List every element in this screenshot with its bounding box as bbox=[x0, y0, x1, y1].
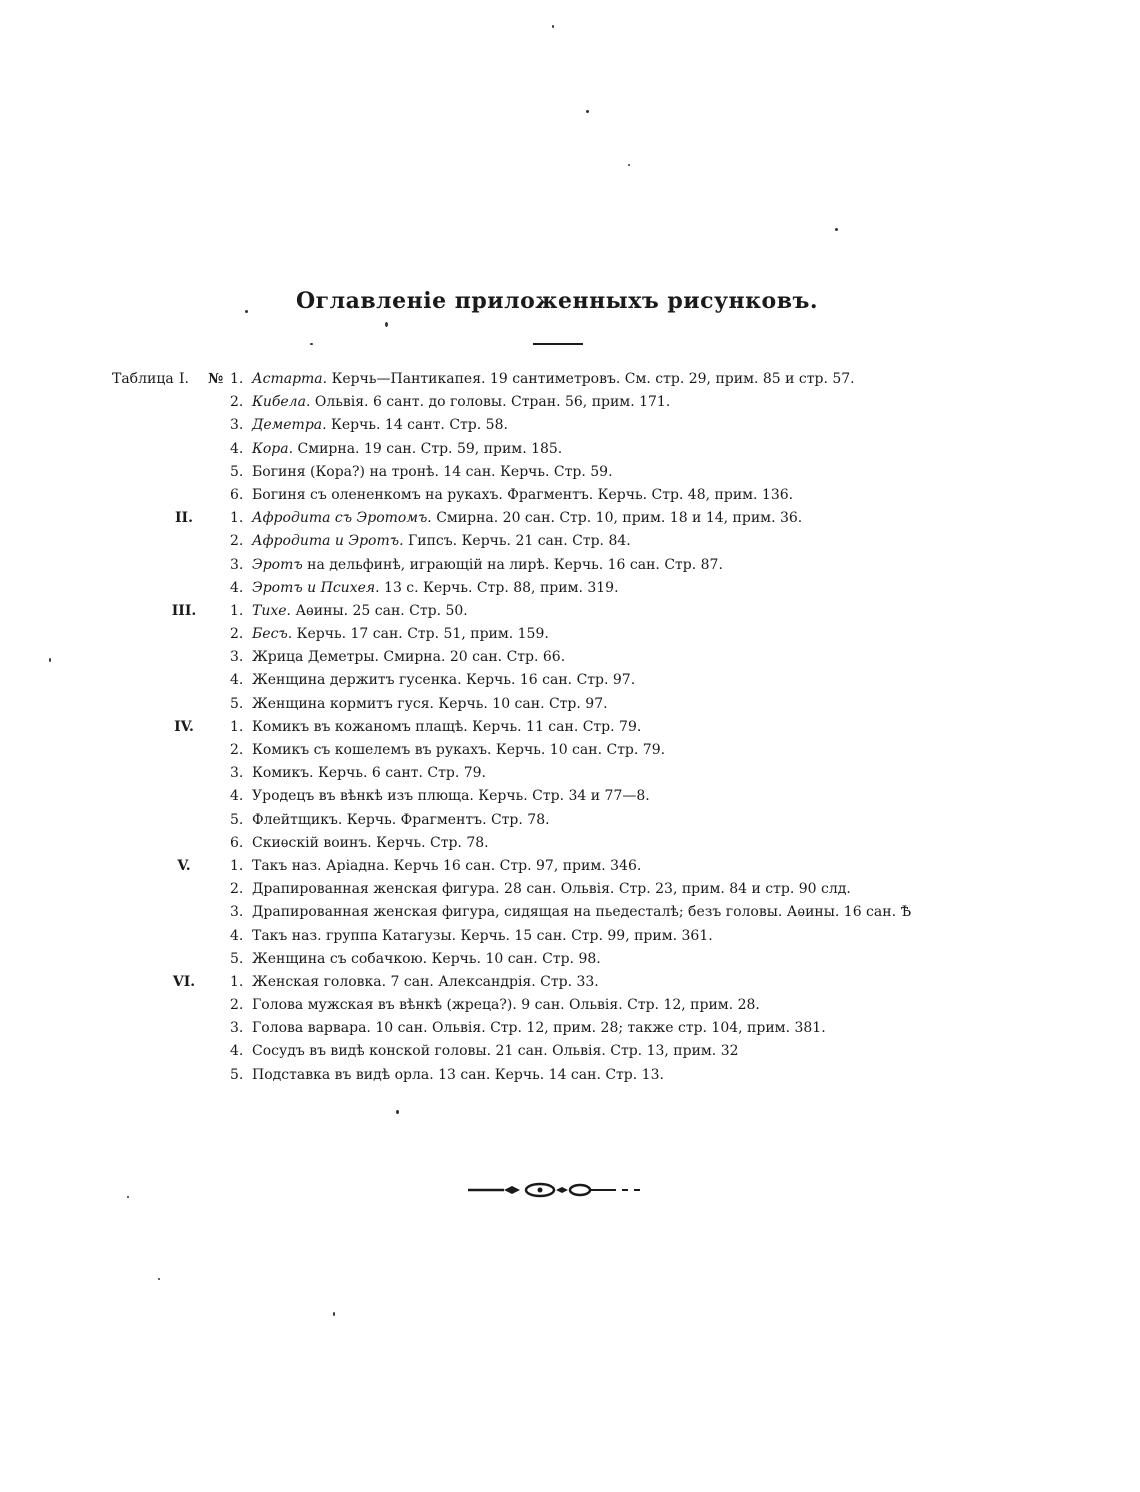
item-details: Подставка въ видѣ орла. 13 сан. Керчь. 14 сан. Стр. 13. bbox=[252, 1066, 664, 1083]
item-description bbox=[252, 948, 601, 971]
item-details: Флейтщикъ. Керчь. Фрагментъ. Стр. 78. bbox=[252, 811, 550, 828]
item-title: Эротъ bbox=[252, 556, 303, 573]
item-description bbox=[252, 484, 793, 507]
item-number: 6. bbox=[230, 486, 244, 503]
table-label: Таблица bbox=[112, 371, 174, 387]
item-description bbox=[252, 693, 608, 716]
toc-entry bbox=[0, 368, 1140, 391]
item-number: 4. bbox=[230, 579, 244, 596]
item-title: Кора. bbox=[252, 440, 294, 457]
item-description bbox=[252, 878, 851, 901]
item-title: Астарта. bbox=[252, 371, 328, 387]
toc-entry bbox=[0, 600, 1140, 623]
item-description bbox=[252, 762, 486, 785]
item-details: Такъ наз. группа Катагузы. Керчь. 15 сан. Стр. 99, прим. 361. bbox=[252, 927, 713, 944]
item-details: Женщина держитъ гусенка. Керчь. 16 сан. Стр. 97. bbox=[252, 672, 636, 689]
toc-entry bbox=[0, 530, 1140, 553]
toc-entry bbox=[0, 1017, 1140, 1040]
item-details: Голова варвара. 10 сан. Ольвія. Стр. 12, прим. 28; также стр. 104, прим. 381. bbox=[252, 1020, 826, 1037]
toc-entry bbox=[0, 994, 1140, 1017]
table-number: I. bbox=[179, 371, 189, 387]
scan-speck bbox=[396, 1110, 399, 1114]
item-description bbox=[252, 832, 489, 855]
item-details: Керчь. 14 сант. Стр. 58. bbox=[331, 417, 508, 434]
item-details: Голова мужская въ вѣнкѣ (жреца?). 9 сан. Ольвія. Стр. 12, прим. 28. bbox=[252, 997, 760, 1014]
item-description bbox=[252, 901, 911, 924]
item-details: Комикъ съ кошелемъ въ рукахъ. Керчь. 10 сан. Стр. 79. bbox=[252, 742, 666, 758]
decorative-flourish-icon bbox=[468, 1178, 644, 1202]
scan-speck bbox=[245, 310, 248, 313]
item-number: 5. bbox=[230, 1066, 244, 1083]
toc-entry bbox=[0, 739, 1140, 762]
item-details: Уродецъ въ вѣнкѣ изъ плюща. Керчь. Стр. 34 и 77—8. bbox=[252, 788, 650, 805]
item-description bbox=[252, 785, 650, 808]
toc-entry bbox=[0, 577, 1140, 600]
page-title: Оглавленіе приложенныхъ рисунковъ. bbox=[295, 288, 819, 314]
item-details: Керчь—Пантикапея. 19 сантиметровъ. См. стр. 29, прим. 85 и стр. 57. bbox=[331, 371, 855, 387]
scan-speck bbox=[127, 1196, 129, 1198]
item-details: Женская головка. 7 сан. Александрія. Стр. 33. bbox=[252, 973, 599, 990]
item-title: Деметра. bbox=[252, 417, 327, 434]
toc-entry bbox=[0, 832, 1140, 855]
table-of-contents bbox=[0, 368, 1140, 1087]
item-number: 4. bbox=[230, 672, 244, 689]
scan-speck bbox=[552, 25, 554, 28]
toc-entry bbox=[0, 414, 1140, 437]
toc-entry bbox=[0, 693, 1140, 716]
toc-entry bbox=[0, 925, 1140, 948]
title-divider bbox=[533, 343, 583, 345]
item-details: Богиня (Кора?) на тронѣ. 14 сан. Керчь. Стр. 59. bbox=[252, 463, 613, 480]
toc-entry bbox=[0, 716, 1140, 739]
table-number: VI. bbox=[172, 973, 196, 990]
toc-entry bbox=[0, 1040, 1140, 1063]
item-number: 2. bbox=[230, 997, 244, 1014]
item-details: Смирна. 20 сан. Стр. 10, прим. 18 и 14, прим. 36. bbox=[436, 510, 803, 527]
item-description bbox=[252, 368, 855, 391]
item-number: 4. bbox=[230, 788, 244, 805]
item-details: на дельфинѣ, играющій на лирѣ. Керчь. 16 сан. Стр. 87. bbox=[307, 556, 723, 573]
table-number: IV. bbox=[174, 718, 194, 735]
item-number: 5. bbox=[230, 695, 244, 712]
toc-entry bbox=[0, 762, 1140, 785]
scan-speck bbox=[385, 322, 388, 327]
item-title: Эротъ и Психея. bbox=[252, 579, 380, 596]
scan-speck bbox=[310, 343, 313, 345]
item-title: Кибела. bbox=[252, 394, 311, 411]
item-number: 3. bbox=[230, 904, 244, 921]
toc-entry bbox=[0, 971, 1140, 994]
scan-speck bbox=[158, 1278, 160, 1280]
item-details: Богиня съ олененкомъ на рукахъ. Фрагментъ. Керчь. Стр. 48, прим. 136. bbox=[252, 486, 794, 503]
item-number: 5. bbox=[230, 811, 244, 828]
item-details: Женщина съ собачкою. Керчь. 10 сан. Стр. 98. bbox=[252, 950, 601, 967]
item-number: 4. bbox=[230, 440, 244, 457]
item-number: 3. bbox=[230, 417, 244, 434]
item-number: 3. bbox=[230, 1020, 244, 1037]
item-description bbox=[252, 414, 508, 437]
table-number: V. bbox=[177, 857, 191, 874]
item-number: 1. bbox=[230, 973, 244, 990]
item-description bbox=[252, 925, 713, 948]
item-description bbox=[252, 461, 613, 484]
scan-speck bbox=[49, 658, 51, 662]
item-details: Смирна. 19 сан. Стр. 59, прим. 185. bbox=[297, 440, 563, 457]
item-number: 2. bbox=[230, 394, 244, 411]
toc-entry bbox=[0, 948, 1140, 971]
item-description bbox=[252, 646, 565, 669]
item-description bbox=[252, 855, 641, 878]
item-description bbox=[252, 530, 631, 553]
item-title: Афродита съ Эротомъ. bbox=[252, 510, 432, 527]
toc-entry bbox=[0, 438, 1140, 461]
item-description bbox=[252, 994, 760, 1017]
table-number: II. bbox=[175, 510, 193, 527]
item-number: 1. bbox=[230, 510, 244, 527]
toc-entry bbox=[0, 646, 1140, 669]
toc-entry bbox=[0, 507, 1140, 530]
toc-entry bbox=[0, 855, 1140, 878]
item-details: Драпированная женская фигура. 28 сан. Ольвія. Стр. 23, прим. 84 и стр. 90 слд. bbox=[252, 881, 851, 898]
item-description bbox=[252, 577, 619, 600]
toc-entry bbox=[0, 554, 1140, 577]
item-description bbox=[252, 1040, 739, 1063]
item-title: Тихе. bbox=[252, 602, 291, 619]
item-description bbox=[252, 507, 802, 530]
item-description bbox=[252, 716, 641, 739]
toc-entry bbox=[0, 391, 1140, 414]
item-details: Жрица Деметры. Смирна. 20 сан. Стр. 66. bbox=[252, 649, 566, 666]
item-title: Афродита и Эротъ. bbox=[252, 533, 404, 550]
item-description bbox=[252, 1064, 664, 1087]
item-description bbox=[252, 391, 670, 414]
toc-entry bbox=[0, 901, 1140, 924]
item-description bbox=[252, 600, 468, 623]
item-title: Бесъ. bbox=[252, 626, 293, 643]
item-details: Ольвія. 6 сант. до головы. Стран. 56, прим. 171. bbox=[314, 394, 671, 411]
item-number: 1. bbox=[230, 602, 244, 619]
item-description bbox=[252, 623, 549, 646]
item-details: Сосудъ въ видѣ конской головы. 21 сан. Ольвія. Стр. 13, прим. 32 bbox=[252, 1043, 739, 1060]
item-number: 2. bbox=[230, 881, 244, 898]
item-number: 2. bbox=[230, 626, 244, 643]
item-details: Гипсъ. Керчь. 21 сан. Стр. 84. bbox=[408, 533, 631, 550]
toc-entry bbox=[0, 484, 1140, 507]
item-number: 1. bbox=[230, 371, 244, 387]
toc-entry bbox=[0, 809, 1140, 832]
number-sign: № bbox=[208, 371, 224, 387]
item-number: 2. bbox=[230, 742, 244, 758]
item-number: 5. bbox=[230, 463, 244, 480]
item-description bbox=[252, 669, 635, 692]
toc-entry bbox=[0, 878, 1140, 901]
item-number: 1. bbox=[230, 718, 244, 735]
item-number: 3. bbox=[230, 765, 244, 782]
item-description bbox=[252, 809, 550, 832]
item-details: Скиѳскій воинъ. Керчь. Стр. 78. bbox=[252, 834, 489, 851]
item-number: 4. bbox=[230, 1043, 244, 1060]
item-details: 13 с. Керчь. Стр. 88, прим. 319. bbox=[384, 579, 619, 596]
item-description bbox=[252, 554, 723, 577]
item-number: 3. bbox=[230, 649, 244, 666]
toc-entry bbox=[0, 785, 1140, 808]
item-details: Комикъ въ кожаномъ плащѣ. Керчь. 11 сан. Стр. 79. bbox=[252, 718, 642, 735]
item-details: Женщина кормитъ гуся. Керчь. 10 сан. Стр. 97. bbox=[252, 695, 608, 712]
item-details: Керчь. 17 сан. Стр. 51, прим. 159. bbox=[296, 626, 549, 643]
table-number: III. bbox=[171, 602, 197, 619]
item-description bbox=[252, 971, 599, 994]
item-description bbox=[252, 438, 562, 461]
item-details: Драпированная женская фигура, сидящая на пьедесталѣ; безъ головы. Аѳины. 16 сан. Ѣ bbox=[252, 904, 912, 921]
item-details: Комикъ. Керчь. 6 сант. Стр. 79. bbox=[252, 765, 487, 782]
scan-speck bbox=[628, 164, 630, 166]
toc-entry bbox=[0, 461, 1140, 484]
scan-speck bbox=[333, 1312, 335, 1316]
item-description bbox=[252, 1017, 826, 1040]
item-details: Такъ наз. Аріадна. Керчь 16 сан. Стр. 97, прим. 346. bbox=[252, 857, 642, 874]
toc-entry bbox=[0, 1064, 1140, 1087]
scan-speck bbox=[835, 228, 838, 231]
item-details: Аѳины. 25 сан. Стр. 50. bbox=[295, 602, 468, 619]
toc-entry bbox=[0, 669, 1140, 692]
item-number: 2. bbox=[230, 533, 244, 550]
item-number: 1. bbox=[230, 857, 244, 874]
item-number: 5. bbox=[230, 950, 244, 967]
item-number: 3. bbox=[230, 556, 244, 573]
item-number: 4. bbox=[230, 927, 244, 944]
item-description bbox=[252, 739, 665, 762]
toc-entry bbox=[0, 623, 1140, 646]
scan-speck bbox=[586, 110, 589, 113]
item-number: 6. bbox=[230, 834, 244, 851]
